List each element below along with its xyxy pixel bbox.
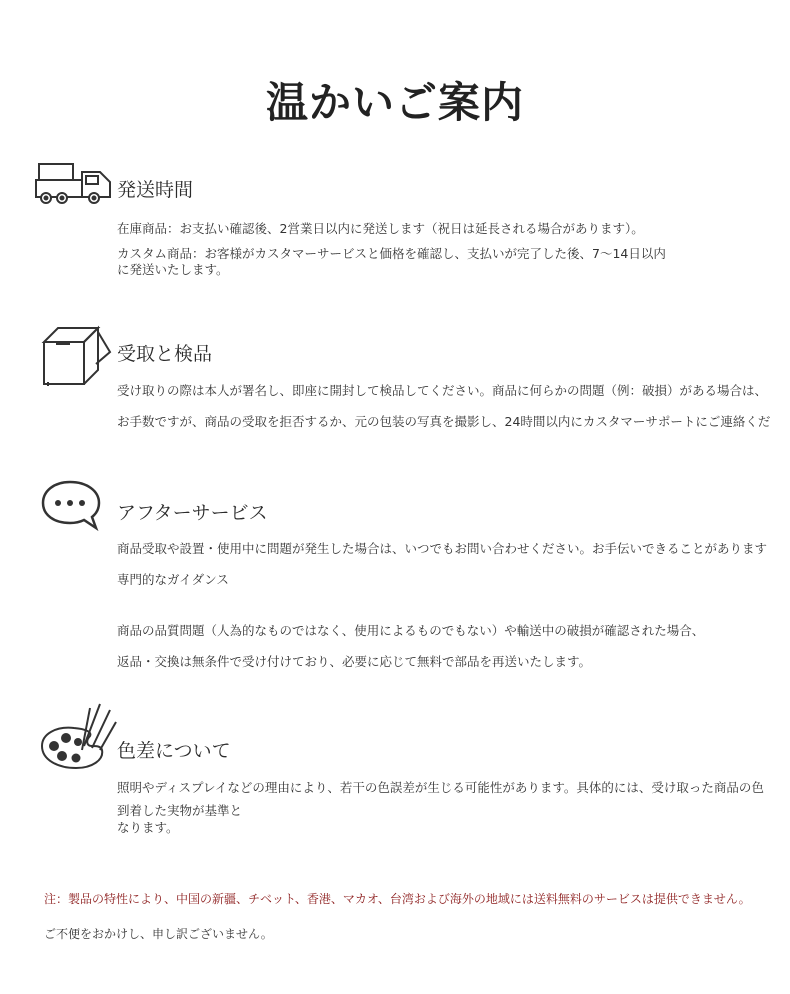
inspection-text-line: 受け取りの際は本人が署名し、即座に開封して検品してください。商品に何らかの問題（例：破損）がある場合は、 xyxy=(117,383,768,398)
color-difference-text-line: 照明やディスプレイなどの理由により、若干の色誤差が生じる可能性があります。具体的には、受け取った商品の色 xyxy=(117,780,764,795)
color-difference-text-line: 到着した実物が基準と xyxy=(117,803,243,818)
shipping-text-line: カスタム商品：お客様がカスタマーサービスと価格を確認し、支払いが完了した後、7～14日以内 xyxy=(117,246,666,261)
shipping-heading: 発送時間 xyxy=(117,179,194,201)
package-box-icon xyxy=(40,324,114,388)
apology-note: ご不便をおかけし、申し訳ございません。 xyxy=(44,927,273,941)
after-service-heading: アフターサービス xyxy=(117,502,268,524)
shipping-text-line: 在庫商品：お支払い確認後、2営業日以内に発送します（祝日は延長される場合があります）。 xyxy=(117,221,644,236)
page-title: 温かいご案内 xyxy=(265,78,524,127)
chat-bubble-icon xyxy=(40,478,104,534)
color-difference-heading: 色差について xyxy=(117,740,231,762)
shipping-restriction-note: 注：製品の特性により、中国の新疆、チベット、香港、マカオ、台湾および海外の地域には送料無料のサービスは提供できません。 xyxy=(44,892,751,906)
inspection-heading: 受取と検品 xyxy=(117,343,213,365)
inspection-text-line: お手数ですが、商品の受取を拒否するか、元の包装の写真を撮影し、24時間以内にカスタマーサポートにご連絡くだ xyxy=(117,414,771,429)
paint-palette-icon xyxy=(38,702,118,772)
after-service-text-line: 商品の品質問題（人為的なものではなく、使用によるものでもない）や輸送中の破損が確認された場合、 xyxy=(117,623,705,638)
after-service-text-line: 返品・交換は無条件で受け付けており、必要に応じて無料で部品を再送いたします。 xyxy=(117,654,592,669)
color-difference-text-line: なります。 xyxy=(117,820,179,835)
after-service-text-line: 商品受取や設置・使用中に問題が発生した場合は、いつでもお問い合わせください。お手伝いできることがあります xyxy=(117,541,768,556)
delivery-truck-icon xyxy=(34,160,118,206)
after-service-text-line: 専門的なガイダンス xyxy=(117,572,229,587)
shipping-text-line: に発送いたします。 xyxy=(117,262,229,277)
